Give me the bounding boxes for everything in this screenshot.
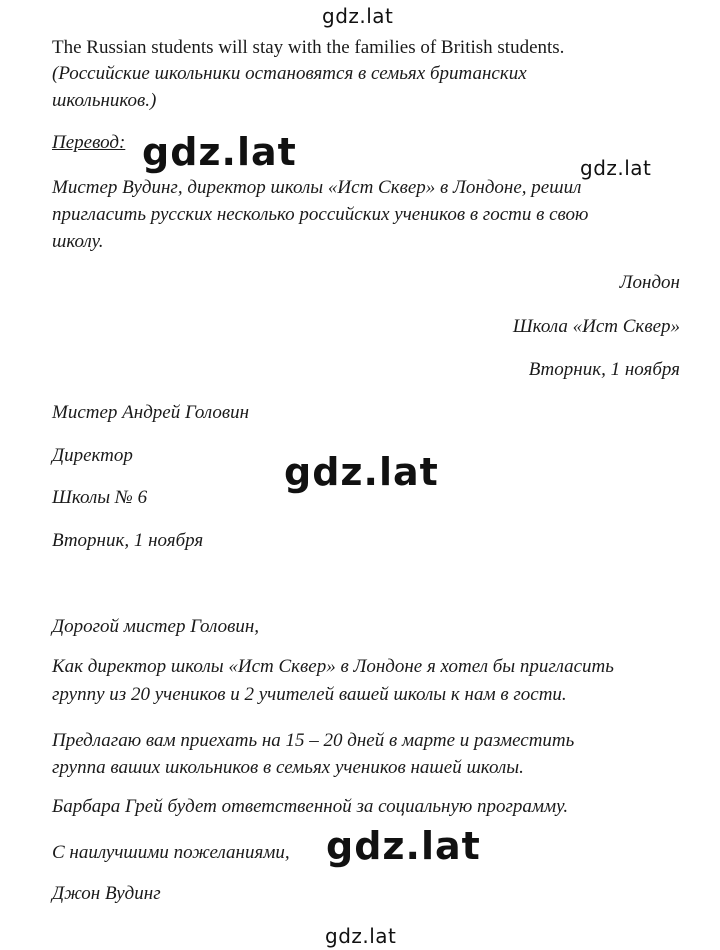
translation-label: Перевод: <box>52 132 126 153</box>
watermark-text: gdz.lat <box>326 824 481 868</box>
letter-line: Предлагаю вам приехать на 15 – 20 дней в марте и разместить <box>52 730 575 751</box>
watermark-text: gdz.lat <box>325 924 397 948</box>
summary-line: Мистер Вудинг, директор школы «Ист Сквер» в Лондоне, решил <box>52 177 582 198</box>
recipient-position: Директор <box>52 445 133 466</box>
summary-line: школу. <box>52 231 104 252</box>
sender-school: Школа «Ист Сквер» <box>512 316 680 337</box>
watermark-text: gdz.lat <box>322 4 394 28</box>
intro-russian-line: (Российские школьники остановятся в семьях британских <box>52 63 527 84</box>
letter-closing: С наилучшими пожеланиями, <box>52 842 290 863</box>
recipient-date: Вторник, 1 ноября <box>52 530 204 551</box>
sender-date: Вторник, 1 ноября <box>528 359 680 380</box>
letter-signature: Джон Вудинг <box>52 883 161 904</box>
intro-russian-line: школьников.) <box>52 90 157 111</box>
intro-english: The Russian students will stay with the families of British students. <box>52 37 565 58</box>
recipient-school: Школы № 6 <box>52 487 148 508</box>
watermark-text: gdz.lat <box>284 450 439 494</box>
letter-line: Как директор школы «Ист Сквер» в Лондоне я хотел бы пригласить <box>52 656 614 677</box>
recipient-name: Мистер Андрей Головин <box>52 402 250 423</box>
letter-greeting: Дорогой мистер Головин, <box>52 616 260 637</box>
watermark-text: gdz.lat <box>142 130 297 174</box>
summary-line: пригласить русских несколько российских учеников в гости в свою <box>52 204 589 225</box>
watermark-text: gdz.lat <box>580 156 652 180</box>
letter-line: группу из 20 учеников и 2 учителей вашей школы к нам в гости. <box>52 684 567 705</box>
letter-line: Барбара Грей будет ответственной за социальную программу. <box>52 796 569 817</box>
sender-city: Лондон <box>619 272 680 293</box>
letter-line: группа ваших школьников в семьях учеников нашей школы. <box>52 757 524 778</box>
